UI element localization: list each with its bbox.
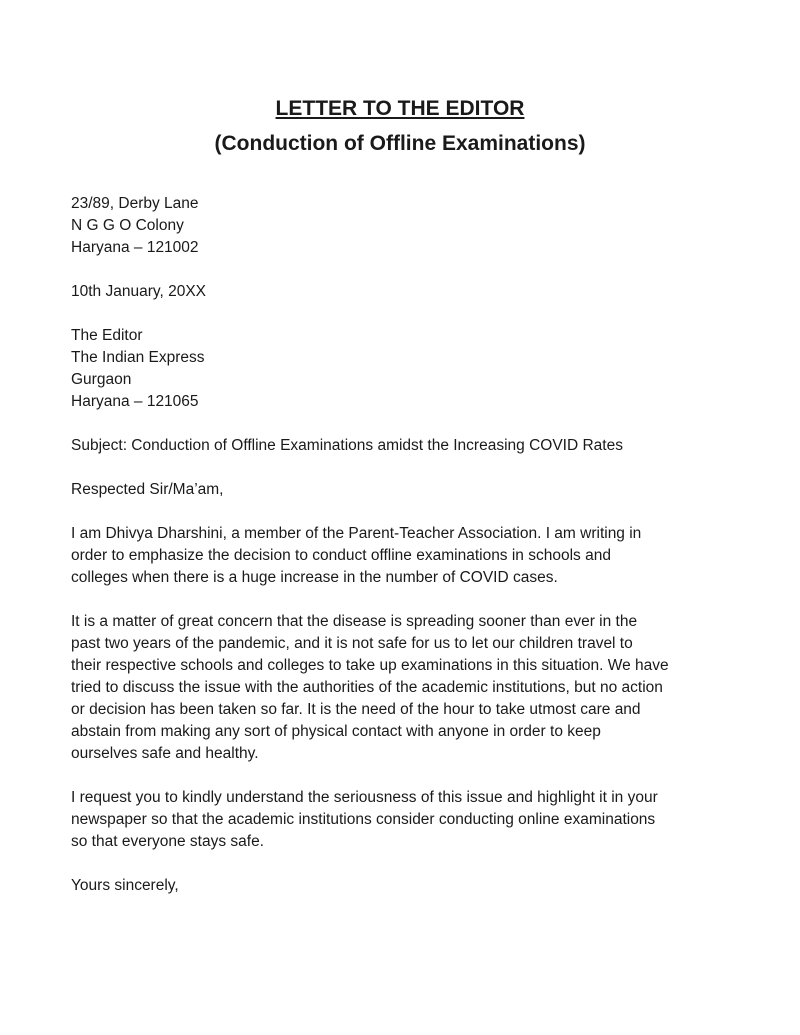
paragraph-line: colleges when there is a huge increase in the number of COVID cases.: [71, 569, 558, 586]
paragraph-line: or decision has been taken so far. It is the need of the hour to take utmost care and: [71, 701, 641, 718]
sender-address-line: Haryana – 121002: [71, 239, 199, 256]
paragraph-line: I request you to kindly understand the seriousness of this issue and highlight it in your: [71, 789, 658, 806]
sender-address: [71, 193, 731, 259]
recipient-address-line: The Editor: [71, 327, 143, 344]
closing: Yours sincerely,: [71, 877, 179, 894]
paragraph-concern: [71, 611, 731, 765]
paragraph-line: tried to discuss the issue with the authorities of the academic institutions, but no action: [71, 679, 663, 696]
sender-address-line: N G G O Colony: [71, 217, 184, 234]
sender-address-line: 23/89, Derby Lane: [71, 195, 199, 212]
paragraph-line: It is a matter of great concern that the disease is spreading sooner than ever in the: [71, 613, 638, 630]
paragraph-request: [71, 787, 731, 853]
letter-subtitle: (Conduction of Offline Examinations): [214, 132, 586, 155]
paragraph-line: I am Dhivya Dharshini, a member of the Parent-Teacher Association. I am writing in: [71, 525, 642, 542]
paragraph-line: ourselves safe and healthy.: [71, 745, 259, 762]
recipient-address: [71, 325, 731, 413]
letter-body: [71, 193, 731, 897]
recipient-address-line: Haryana – 121065: [71, 393, 199, 410]
title-block: [0, 94, 800, 159]
recipient-address-line: Gurgaon: [71, 371, 132, 388]
paragraph-line: so that everyone stays safe.: [71, 833, 264, 850]
letter-date: 10th January, 20XX: [71, 283, 206, 300]
recipient-address-line: The Indian Express: [71, 349, 205, 366]
subject-line: Subject: Conduction of Offline Examinations amidst the Increasing COVID Rates: [71, 437, 623, 454]
letter-title: LETTER TO THE EDITOR: [275, 97, 525, 120]
paragraph-line: order to emphasize the decision to conduct offline examinations in schools and: [71, 547, 611, 564]
paragraph-line: their respective schools and colleges to take up examinations in this situation. We have: [71, 657, 669, 674]
salutation: Respected Sir/Ma’am,: [71, 481, 224, 498]
paragraph-line: newspaper so that the academic institutions consider conducting online examinations: [71, 811, 656, 828]
paragraph-intro: [71, 523, 731, 589]
paragraph-line: abstain from making any sort of physical contact with anyone in order to keep: [71, 723, 601, 740]
paragraph-line: past two years of the pandemic, and it is not safe for us to let our children travel to: [71, 635, 633, 652]
